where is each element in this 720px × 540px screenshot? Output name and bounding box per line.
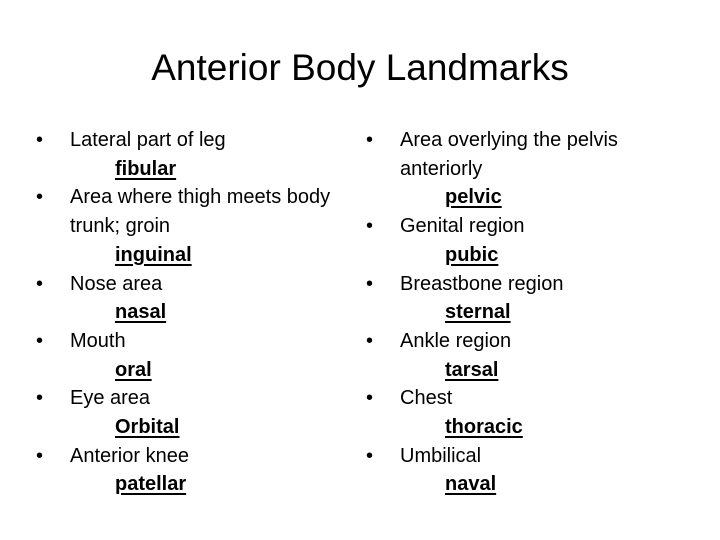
list-item: [366, 442, 696, 499]
left-column-list: [36, 126, 336, 499]
list-item: [366, 384, 696, 441]
list-item: [36, 183, 336, 269]
landmark-term: Genital region: [400, 215, 525, 238]
landmark-answer: inguinal: [115, 243, 192, 266]
landmark-term: Breastbone region: [400, 272, 564, 295]
landmark-answer: pubic: [445, 243, 499, 266]
landmark-term: Anterior knee: [70, 444, 189, 467]
bullet-icon: •: [366, 387, 374, 410]
bullet-icon: •: [366, 329, 374, 352]
bullet-icon: •: [36, 329, 44, 352]
landmark-answer: oral: [115, 358, 152, 381]
list-item: [366, 126, 696, 212]
landmark-term: Area overlying the pelvis anteriorly: [400, 129, 618, 180]
landmark-answer: thoracic: [445, 416, 523, 439]
landmark-term: Mouth: [70, 329, 126, 352]
bullet-icon: •: [366, 129, 374, 151]
slide-title: Anterior Body Landmarks: [151, 47, 569, 88]
bullet-icon: •: [36, 186, 44, 209]
landmark-answer: pelvic: [445, 186, 502, 209]
landmark-answer: tarsal: [445, 358, 499, 381]
landmark-term-text: Area where thigh meets body trunk; groin: [70, 186, 331, 238]
bullet-icon: •: [366, 272, 374, 295]
list-item: [366, 212, 696, 269]
landmark-term: Umbilical: [400, 444, 482, 467]
landmark-term: Chest: [400, 387, 453, 410]
landmark-answer: naval: [445, 473, 497, 496]
bullet-icon: •: [366, 215, 374, 238]
landmark-term: Eye area: [70, 387, 151, 410]
list-item: [36, 126, 336, 183]
landmark-term: Nose area: [70, 272, 163, 295]
list-item: [36, 270, 336, 327]
list-item: [36, 327, 336, 384]
list-item: [36, 384, 336, 441]
landmark-answer: Orbital: [115, 416, 180, 439]
landmark-term: Ankle region: [400, 329, 512, 352]
landmark-answer: sternal: [445, 301, 511, 324]
list-item: [36, 442, 336, 499]
list-item: [366, 327, 696, 384]
landmark-term: [70, 183, 336, 240]
bullet-icon: •: [366, 444, 374, 467]
list-item: [366, 270, 696, 327]
right-column-list: [366, 126, 696, 499]
landmark-answer: fibular: [115, 157, 177, 180]
bullet-icon: •: [36, 387, 44, 410]
bullet-icon: •: [36, 272, 44, 295]
bullet-icon: •: [36, 129, 44, 151]
landmark-term: Lateral part of leg: [70, 129, 226, 151]
landmark-answer: nasal: [115, 301, 167, 324]
landmark-answer: patellar: [115, 473, 187, 496]
bullet-icon: •: [36, 444, 44, 467]
